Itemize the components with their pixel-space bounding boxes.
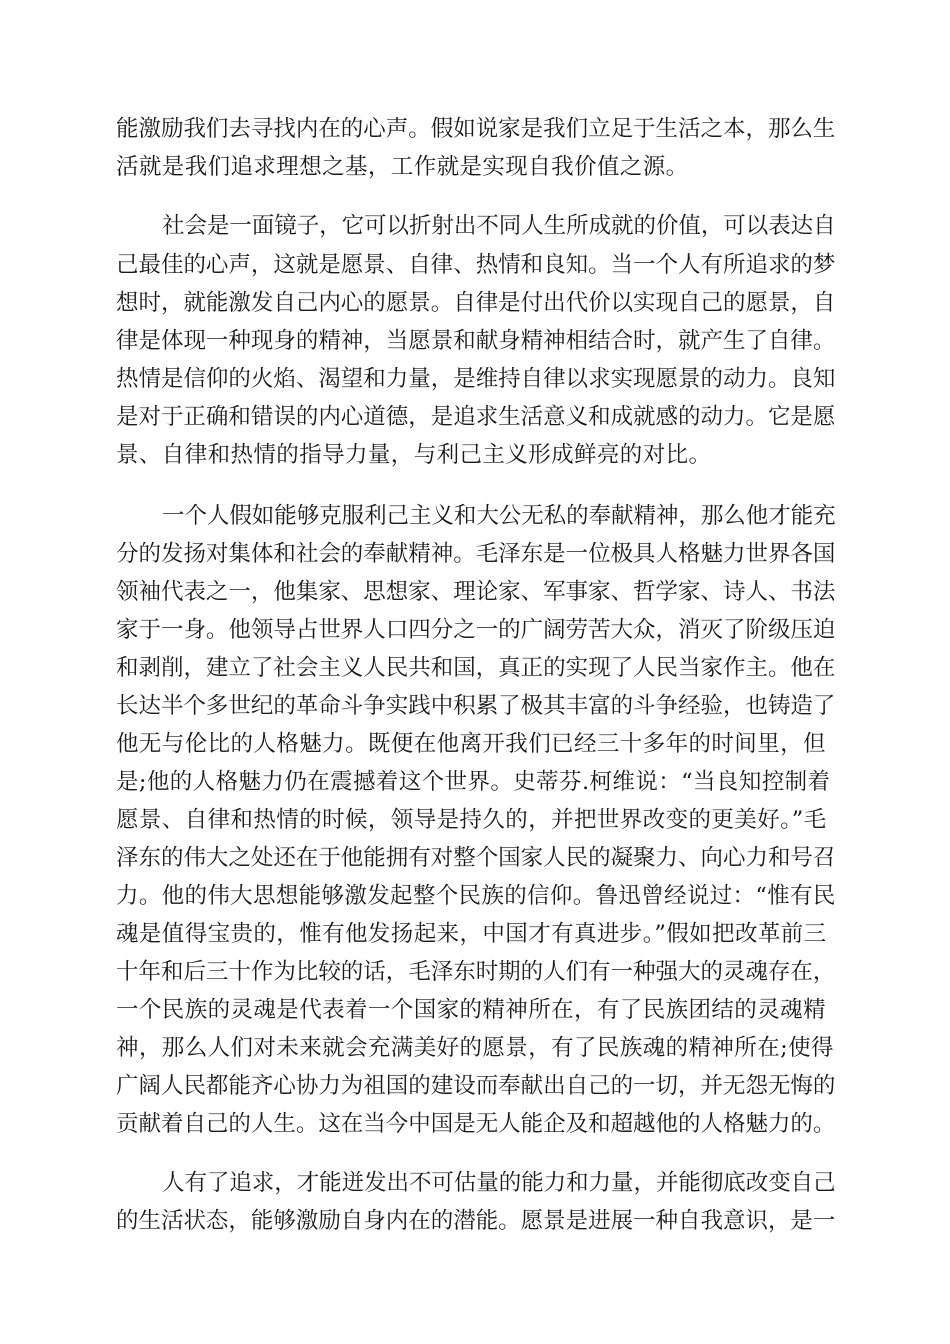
paragraph-3-line-6: 长达半个多世纪的革命斗争实践中积累了极其丰富的斗争经验，也铸造了	[116, 693, 836, 719]
paragraph-1-line-2: 活就是我们追求理想之基，工作就是实现自我价值之源。	[116, 154, 689, 180]
paragraph-3-line-11: 力。他的伟大思想能够激发起整个民族的信仰。鲁迅曾经说过：“惟有民	[116, 883, 836, 909]
paragraph-1-line-1: 能激励我们去寻找内在的心声。假如说家是我们立足于生活之本，那么生	[116, 116, 836, 142]
paragraph-2-line-5: 热情是信仰的火焰、渴望和力量，是维持自律以求实现愿景的动力。良知	[116, 366, 836, 392]
paragraph-2-line-1: 社会是一面镜子，它可以折射出不同人生所成就的价值，可以表达自	[162, 213, 836, 239]
paragraph-3-line-9: 愿景、自律和热情的时候，领导是持久的，并把世界改变的更美好。”毛	[116, 807, 827, 833]
paragraph-3-line-16: 广阔人民都能齐心协力为祖国的建设而奉献出自己的一切，并无怨无悔的	[116, 1073, 836, 1099]
paragraph-3-line-3: 领袖代表之一，他集家、思想家、理论家、军事家、哲学家、诗人、书法	[116, 579, 836, 605]
paragraph-3-line-7: 他无与伦比的人格魅力。既便在他离开我们已经三十多年的时间里，但	[116, 731, 826, 757]
paragraph-3-line-17: 贡献着自己的人生。这在当今中国是无人能企及和超越他的人格魅力的。	[116, 1111, 836, 1137]
paragraph-2-line-3: 想时，就能激发自己内心的愿景。自律是付出代价以实现自己的愿景，自	[116, 290, 836, 316]
paragraph-3-line-2: 分的发扬对集体和社会的奉献精神。毛泽东是一位极具人格魅力世界各国	[116, 541, 836, 567]
paragraph-2-line-4: 律是体现一种现身的精神，当愿景和献身精神相结合时，就产生了自律。	[116, 328, 836, 354]
paragraph-3-line-1: 一个人假如能够克服利己主义和大公无私的奉献精神，那么他才能充	[162, 503, 836, 529]
paragraph-3-line-8: 是;他的人格魅力仍在震撼着这个世界。史蒂芬.柯维说：“当良知控制着	[116, 769, 831, 795]
paragraph-3-line-10: 泽东的伟大之处还在于他能拥有对整个国家人民的凝聚力、向心力和号召	[116, 845, 836, 871]
paragraph-3-line-12: 魂是值得宝贵的，惟有他发扬起来，中国才有真进步。”假如把改革前三	[116, 921, 827, 947]
paragraph-4-line-1: 人有了追求，才能迸发出不可估量的能力和力量，并能彻底改变自己	[162, 1170, 836, 1196]
paragraph-3-line-14: 一个民族的灵魂是代表着一个国家的精神所在，有了民族团结的灵魂精	[116, 997, 826, 1023]
paragraph-2-line-2: 己最佳的心声，这就是愿景、自律、热情和良知。当一个人有所追求的梦	[116, 252, 836, 278]
paragraph-2-line-6: 是对于正确和错误的内心道德，是追求生活意义和成就感的动力。它是愿	[116, 404, 836, 430]
paragraph-2-line-7: 景、自律和热情的指导力量，与利己主义形成鲜亮的对比。	[116, 442, 712, 468]
paragraph-3-line-5: 和剥削，建立了社会主义人民共和国，真正的实现了人民当家作主。他在	[116, 655, 836, 681]
paragraph-3-line-15: 神，那么人们对未来就会充满美好的愿景，有了民族魂的精神所在;使得	[116, 1035, 834, 1061]
paragraph-3-line-13: 十年和后三十作为比较的话，毛泽东时期的人们有一种强大的灵魂存在，	[116, 959, 836, 985]
paragraph-3-line-4: 家于一身。他领导占世界人口四分之一的广阔劳苦大众，消灭了阶级压迫	[116, 617, 836, 643]
paragraph-4-line-2: 的生活状态，能够激励自身内在的潜能。愿景是进展一种自我意识，是一	[116, 1208, 836, 1234]
